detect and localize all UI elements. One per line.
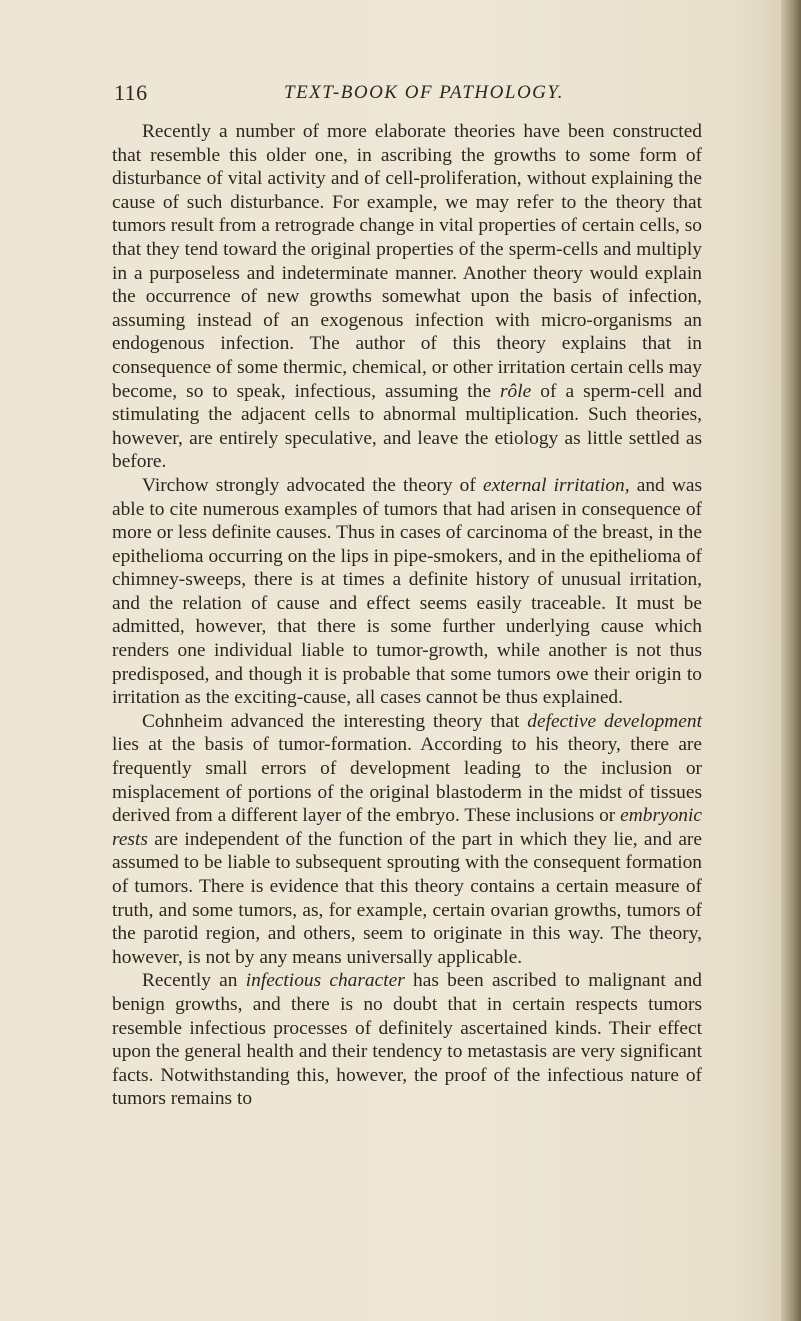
italic-term: rôle — [500, 380, 532, 402]
paragraph-2: Virchow strongly advocated the theory of external irritation, and was able to cite numerous examples of tumors that had arisen in consequence of more or less definite causes. Thus in cases of carcinoma of the breast, in the epithelioma occurring on the lips in pipe-smokers, and in the epithelioma of chimney-sweeps, there is at times a definite history of unusual irritation, and the relation of cause and effect seems easily traceable. It must be admitted, however, that there is some further underlying cause which renders one individual liable to tumor-growth, while another is not thus predisposed, and though it is probable that some tumors owe their origin to irritation as the exciting-cause, all cases cannot be thus explained. — [112, 474, 702, 709]
paragraph-4: Recently an infectious character has been ascribed to malignant and benign growths, and there is no doubt that in certain respects tumors resemble infectious processes of definitely ascertained kinds. Their effect upon the general health and their tendency to metastasis are very significant facts. Notwithstanding this, however, the proof of the infectious nature of tumors remains to — [112, 970, 702, 1110]
running-title: TEXT-BOOK OF PATHOLOGY. — [284, 82, 564, 103]
italic-term: external irritation, — [482, 474, 630, 496]
paragraph-1: Recently a number of more elaborate theories have been constructed that resemble this older one, in ascribing the growths to some form of disturbance of vital activity and of cell-proliferation, without explaining the cause of such disturbance. For example, we may refer to the theory that tumors result from a retrograde change in vital properties of certain cells, so that they tend toward the original properties of the sperm-cells and multiply in a purposeless and indeterminate manner. Another theory would explain the occurrence of new growths somewhat upon the basis of infection, assuming instead of an exogenous infection with micro-organisms an endogenous infection. The author of this theory explains that in consequence of some thermic, chemical, or other irritation certain cells may become, so to speak, infectious, assuming the rôle of a sperm-cell and stimulating the adjacent cells to abnormal multiplication. Such theories, however, are entirely speculative, and leave the etiology as little settled as before. — [112, 121, 702, 473]
paragraph-3: Cohnheim advanced the interesting theory that defective development lies at the basis of tumor-formation. According to his theory, there are frequently small errors of development leading to the inclusion or misplacement of portions of the original blastoderm in the midst of tissues derived from a different layer of the embryo. These inclusions or embryonic rests are independent of the function of the part in which they lie, and are assumed to be liable to subsequent sprouting with the consequent formation of tumors. There is evidence that this theory contains a certain measure of truth, and some tumors, as, for example, certain ovarian growths, tumors of the parotid region, and others, seem to originate in this way. The theory, however, is not by any means universally applicable. — [112, 710, 702, 968]
page-header — [114, 80, 714, 110]
italic-term: infectious character — [245, 970, 405, 992]
body-text — [112, 120, 702, 1111]
book-spine-shadow — [781, 0, 801, 1321]
italic-term: embryonic rests — [112, 805, 702, 850]
italic-term: defective development — [527, 710, 702, 732]
page-number: 116 — [114, 80, 148, 105]
